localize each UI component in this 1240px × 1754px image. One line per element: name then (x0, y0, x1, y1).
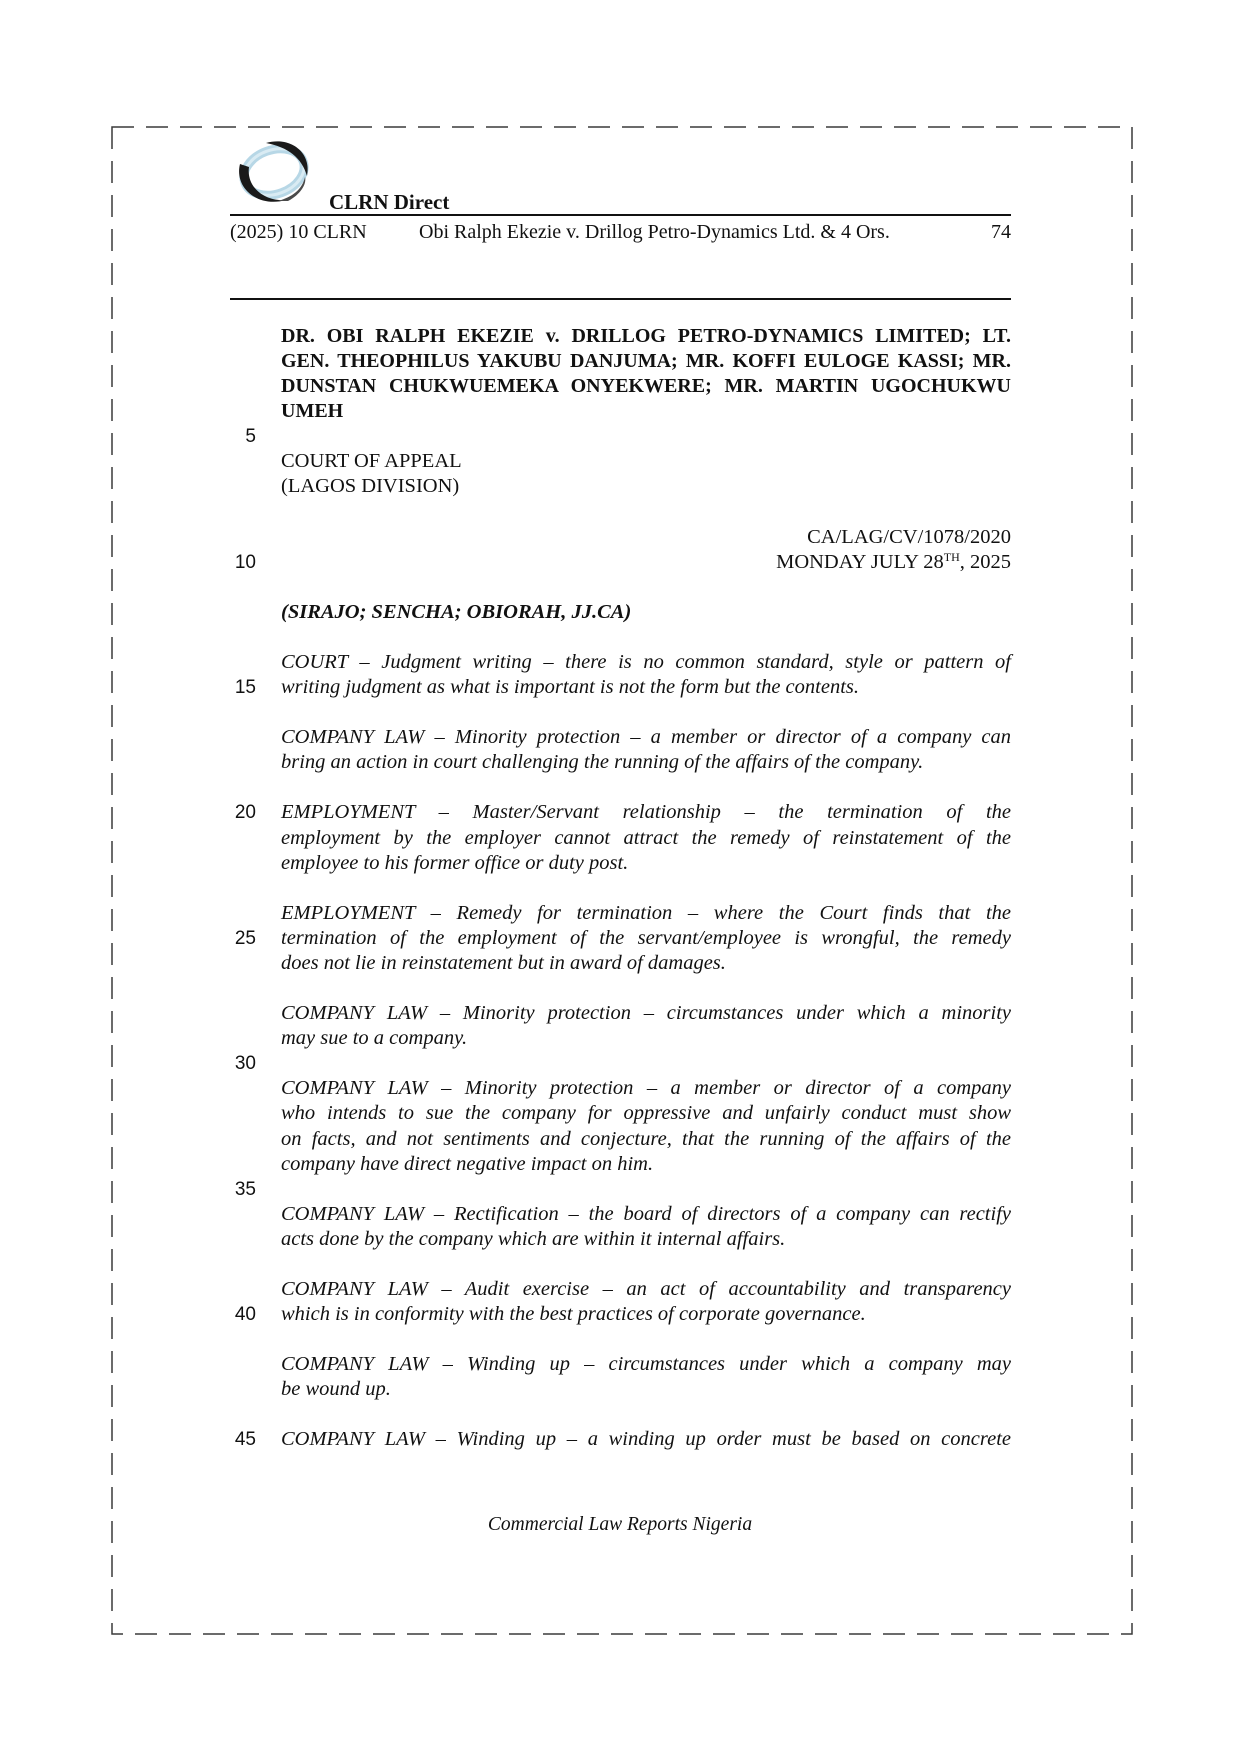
line-number-slot (200, 1026, 256, 1051)
date-ordinal: TH (943, 549, 960, 564)
text-line (200, 675, 1011, 700)
headnote-line: company have direct negative impact on him. (281, 1152, 654, 1175)
line-number: 30 (234, 1053, 256, 1075)
text-line (200, 1076, 1011, 1101)
blank-line (200, 775, 1011, 800)
line-number-slot (200, 1001, 256, 1026)
headnote-line: COMPANY LAW – Audit exercise – an act of accountability and transparency (281, 1277, 1011, 1300)
text-line (200, 1127, 1011, 1152)
suit-number: CA/LAG/CV/1078/2020 (807, 525, 1011, 548)
text-line (200, 1202, 1011, 1227)
court-division: (LAGOS DIVISION) (281, 475, 460, 498)
line-number: 40 (234, 1304, 256, 1326)
headnote-line: employment by the employer cannot attract the remedy of reinstatement of the (281, 826, 1011, 849)
blank-line (200, 876, 1011, 901)
line-number-slot (200, 851, 256, 876)
text-line (200, 951, 1011, 976)
court-name: COURT OF APPEAL (281, 450, 462, 473)
report-body (200, 324, 1011, 1453)
text-line (200, 399, 1011, 424)
page-number: 74 (991, 221, 1011, 243)
text-line (200, 1352, 1011, 1377)
line-number-slot (200, 826, 256, 851)
line-number: 20 (234, 802, 256, 824)
line-number-slot (200, 349, 256, 374)
headnote-line: COMPANY LAW – Winding up – a winding up order must be based on concrete (281, 1428, 1011, 1451)
running-header (230, 219, 1011, 245)
text-line (200, 550, 1011, 575)
line-number-slot (200, 1277, 256, 1302)
parties-line: UMEH (281, 400, 344, 423)
line-number-slot (200, 1101, 256, 1126)
line-number-slot (200, 474, 256, 499)
text-line (200, 1302, 1011, 1327)
text-line (200, 1001, 1011, 1026)
headnote-line: EMPLOYMENT – Master/Servant relationship – the termination of the (281, 801, 1011, 824)
text-line (200, 1026, 1011, 1051)
text-line (200, 1152, 1011, 1177)
line-number: 5 (245, 426, 256, 448)
line-number-slot (200, 324, 256, 349)
header-rule (230, 214, 1011, 216)
header-case-title: Obi Ralph Ekezie v. Drillog Petro-Dynamics Ltd. & 4 Ors. (419, 221, 890, 243)
headnote-line: EMPLOYMENT – Remedy for termination – where the Court finds that the (281, 901, 1011, 924)
text-line (200, 901, 1011, 926)
text-line (200, 750, 1011, 775)
headnote-line: who intends to sue the company for oppressive and unfairly conduct must show (281, 1102, 1011, 1125)
blank-line (200, 1327, 1011, 1352)
date-day-month: MONDAY JULY 28 (776, 550, 944, 573)
line-number-slot (200, 525, 256, 550)
text-line (200, 449, 1011, 474)
line-number-slot (200, 1202, 256, 1227)
text-line (200, 1377, 1011, 1402)
line-number-slot (200, 374, 256, 399)
headnote-line: COMPANY LAW – Rectification – the board of directors of a company can rectify (281, 1202, 1011, 1225)
page-footer: Commercial Law Reports Nigeria (487, 1514, 753, 1535)
clrn-logo (228, 134, 318, 214)
blank-line (200, 625, 1011, 650)
headnote-line: COMPANY LAW – Winding up – circumstances under which a company may (281, 1353, 1011, 1376)
section-rule (230, 298, 1011, 300)
parties-line: DR. OBI RALPH EKEZIE v. DRILLOG PETRO-DYNAMICS LIMITED; LT. (281, 325, 1011, 347)
line-number-slot (200, 901, 256, 926)
text-line (200, 374, 1011, 399)
line-number-slot (200, 1377, 256, 1402)
line-number-slot (200, 951, 256, 976)
blank-line (200, 575, 1011, 600)
line-number-slot (200, 1352, 256, 1377)
headnote-line: which is in conformity with the best practices of corporate governance. (281, 1303, 866, 1326)
headnote-line: bring an action in court challenging the running of the affairs of the company. (281, 751, 924, 774)
line-number-slot (200, 1152, 256, 1177)
parties-line: DUNSTAN CHUKWUEMEKA ONYEKWERE; MR. MARTIN UGOCHUKWU (281, 375, 1011, 398)
headnote-line: COURT – Judgment writing – there is no common standard, style or pattern of (281, 651, 1011, 674)
line-number-slot (200, 600, 256, 625)
text-line (200, 324, 1011, 349)
text-line (200, 1427, 1011, 1452)
text-line (200, 826, 1011, 851)
text-line (200, 1227, 1011, 1252)
blank-line (200, 1402, 1011, 1427)
headnote-line: be wound up. (281, 1378, 391, 1401)
text-line (200, 1277, 1011, 1302)
text-line (200, 1101, 1011, 1126)
line-number: 45 (234, 1429, 256, 1451)
blank-line (200, 1252, 1011, 1277)
line-number: 25 (234, 927, 256, 949)
text-line (200, 926, 1011, 951)
judgment-date (281, 550, 1011, 575)
line-number-slot (200, 750, 256, 775)
line-number-slot (200, 1227, 256, 1252)
text-line (200, 600, 1011, 625)
blank-line (200, 1051, 1011, 1076)
line-number: 10 (234, 551, 256, 573)
text-line (200, 474, 1011, 499)
coram: (SIRAJO; SENCHA; OBIORAH, JJ.CA) (281, 600, 632, 623)
headnote-line: employee to his former office or duty post. (281, 851, 629, 874)
line-number-slot (200, 1076, 256, 1101)
text-line (200, 851, 1011, 876)
headnote-line: on facts, and not sentiments and conjecture, that the running of the affairs of the (281, 1127, 1011, 1150)
blank-line (200, 700, 1011, 725)
line-number-slot (200, 725, 256, 750)
text-line (200, 650, 1011, 675)
headnote-line: termination of the employment of the servant/employee is wrongful, the remedy (281, 926, 1011, 949)
text-line (200, 525, 1011, 550)
text-line (200, 725, 1011, 750)
line-number: 35 (234, 1178, 256, 1200)
headnote-line: may sue to a company. (281, 1027, 468, 1050)
headnote-line: does not lie in reinstatement but in award of damages. (281, 951, 726, 974)
blank-line (200, 500, 1011, 525)
blank-line (200, 424, 1011, 449)
header-citation: (2025) 10 CLRN (230, 221, 367, 243)
text-line (200, 800, 1011, 825)
headnote-line: acts done by the company which are within it internal affairs. (281, 1227, 786, 1250)
line-number: 15 (234, 677, 256, 699)
brand-name: CLRN Direct (329, 190, 450, 214)
headnote-line: COMPANY LAW – Minority protection – a member or director of a company can (281, 726, 1011, 749)
line-number-slot (200, 1127, 256, 1152)
date-year: , 2025 (959, 550, 1011, 573)
headnote-line: COMPANY LAW – Minority protection – circumstances under which a minority (281, 1002, 1011, 1025)
headnote-line: writing judgment as what is important is not the form but the contents. (281, 676, 859, 699)
blank-line (200, 976, 1011, 1001)
parties-line: GEN. THEOPHILUS YAKUBU DANJUMA; MR. KOFFI EULOGE KASSI; MR. (281, 350, 1011, 373)
text-line (200, 349, 1011, 374)
line-number-slot (200, 449, 256, 474)
line-number-slot (200, 650, 256, 675)
line-number-slot (200, 399, 256, 424)
blank-line (200, 1177, 1011, 1202)
headnote-line: COMPANY LAW – Minority protection – a member or director of a company (281, 1077, 1011, 1100)
